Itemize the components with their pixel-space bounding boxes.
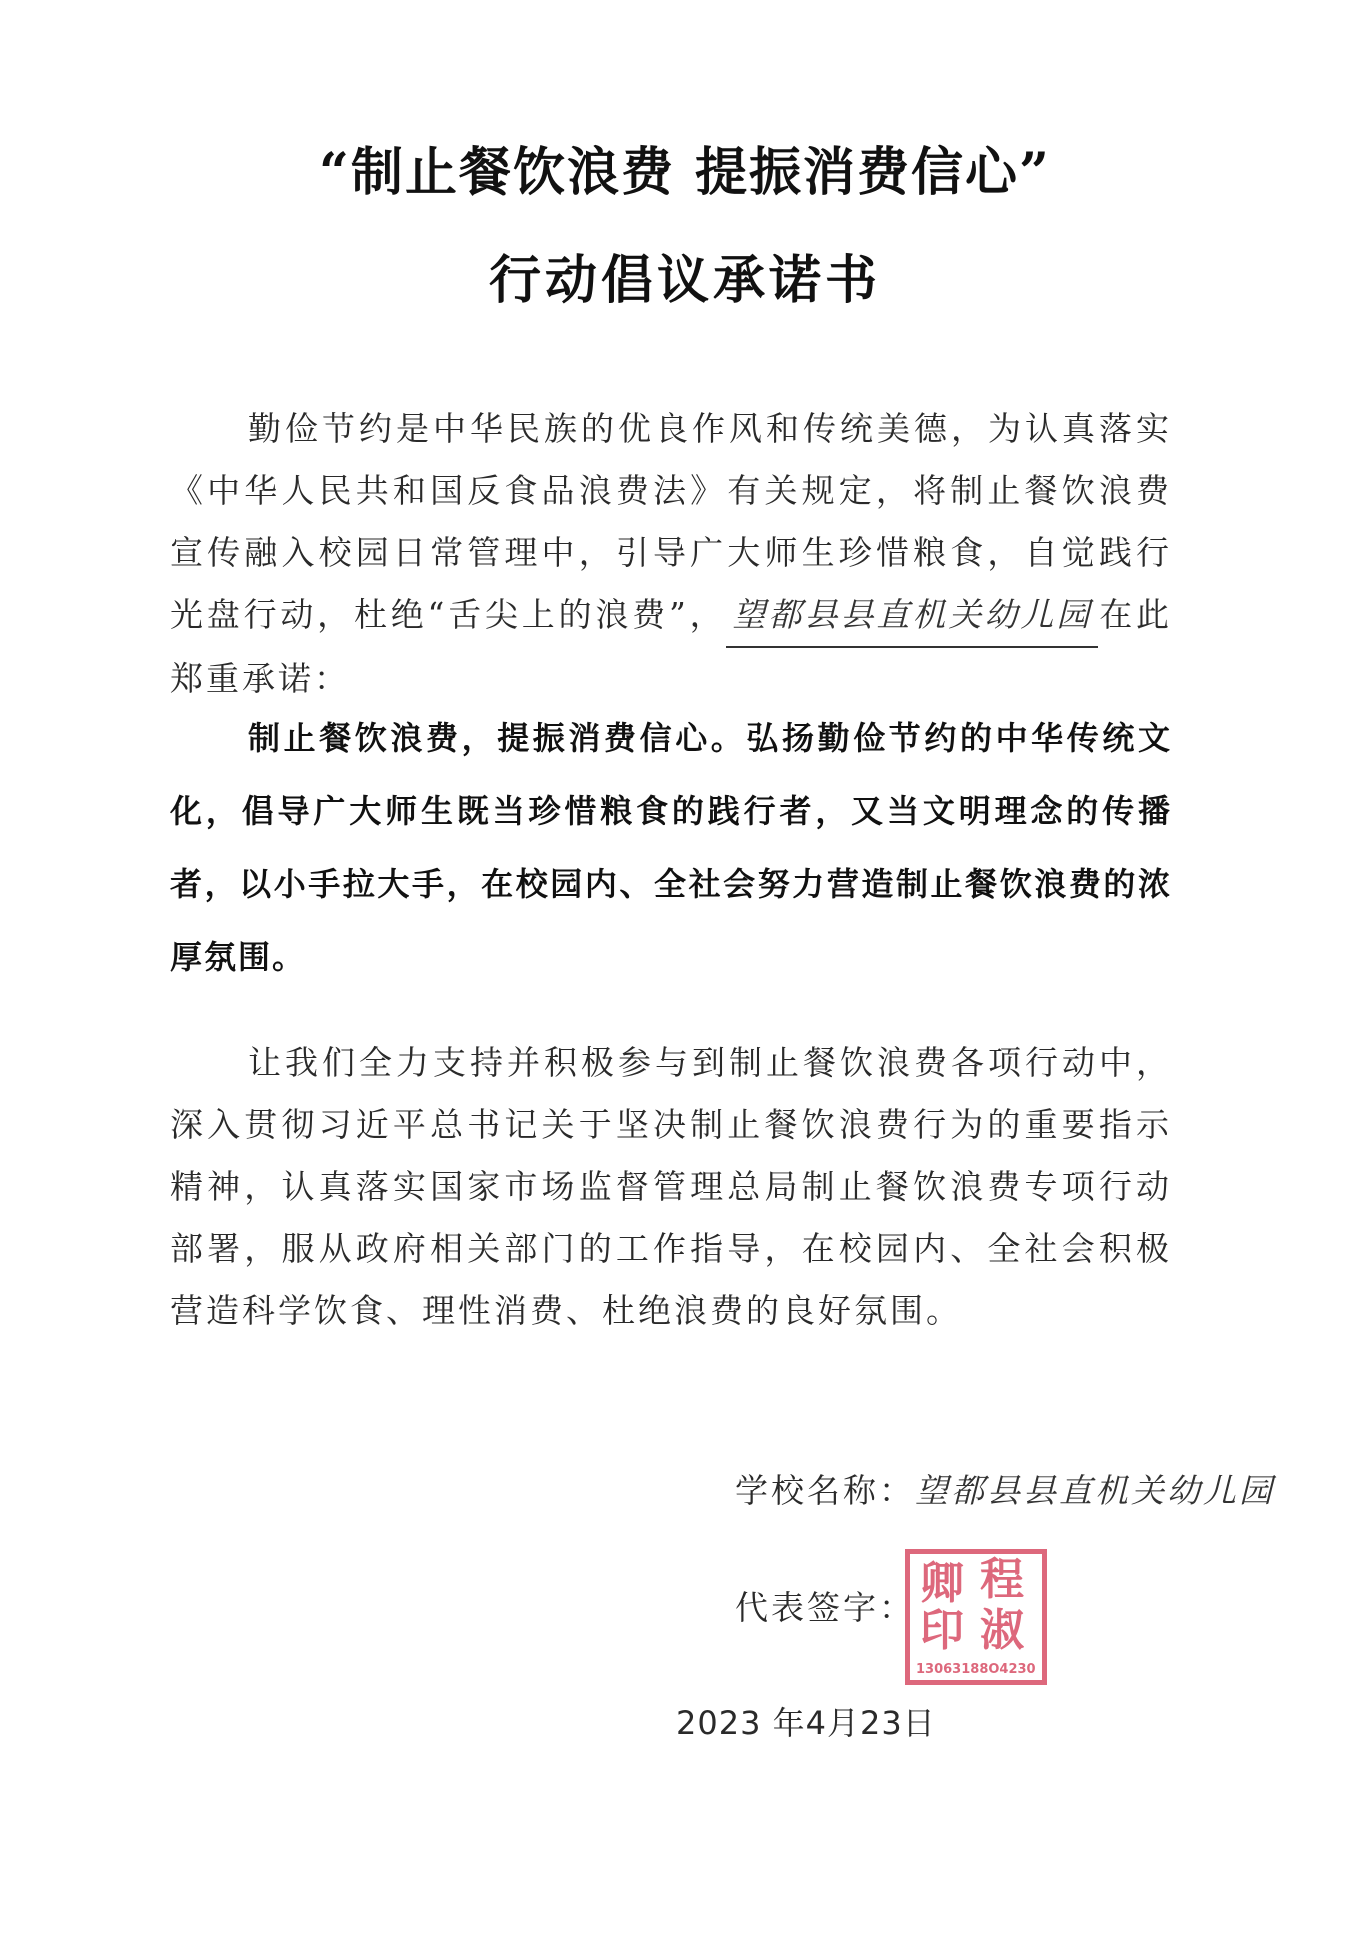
intro-text-end: 在此郑重承诺： bbox=[170, 595, 1173, 698]
representative-signature-line bbox=[735, 1582, 915, 1629]
school-name-line bbox=[735, 1465, 1275, 1512]
seal-char: 卿 bbox=[920, 1558, 964, 1609]
document-title-line1: “制止餐饮浪费 提振消费信心” bbox=[319, 142, 1051, 203]
intro-text: 勤俭节约是中华民族的优良作风和传统美德，为认真落实《中华人民共和国反食品浪费法》有关规定，将制止餐饮浪费宣传融入校园日常管理中，引导广大师生珍惜粮食，自觉践行光盘行动，杜绝“舌尖上的浪费”， bbox=[170, 409, 1172, 634]
document-title-line2: 行动倡议承诺书 bbox=[488, 250, 881, 311]
paragraph-appeal: 让我们全力支持并积极参与到制止餐饮浪费各项行动中，深入贯彻习近平总书记关于坚决制止餐饮浪费行为的重要指示精神，认真落实国家市场监督管理总局制止餐饮浪费专项行动部署，服从政府相关部门的工作指导，在校园内、全社会积极营造科学饮食、理性消费、杜绝浪费的良好氛围。 bbox=[170, 1043, 1172, 1330]
school-name-label: 学校名称： bbox=[735, 1471, 915, 1510]
school-name-value: 望都县县直机关幼儿园 bbox=[915, 1471, 1275, 1510]
seal-char: 程 bbox=[980, 1554, 1024, 1605]
seal-phone: 13063188O4230 bbox=[916, 1662, 1036, 1677]
representative-label: 代表签字： bbox=[735, 1588, 915, 1627]
seal-char: 印 bbox=[920, 1605, 964, 1656]
paragraph-intro bbox=[170, 398, 1172, 710]
paragraph-commitment: 制止餐饮浪费，提振消费信心。弘扬勤俭节约的中华传统文化，倡导广大师生既当珍惜粮食的践行者，又当文明理念的传播者，以小手拉大手，在校园内、全社会努力营造制止餐饮浪费的浓厚氛围。 bbox=[170, 719, 1172, 976]
school-name-fill: 望都县县直机关幼儿园 bbox=[726, 584, 1098, 648]
name-seal-stamp bbox=[905, 1549, 1047, 1685]
date-line: 2023 年4月23日 bbox=[676, 1704, 936, 1742]
seal-char: 淑 bbox=[980, 1605, 1024, 1656]
